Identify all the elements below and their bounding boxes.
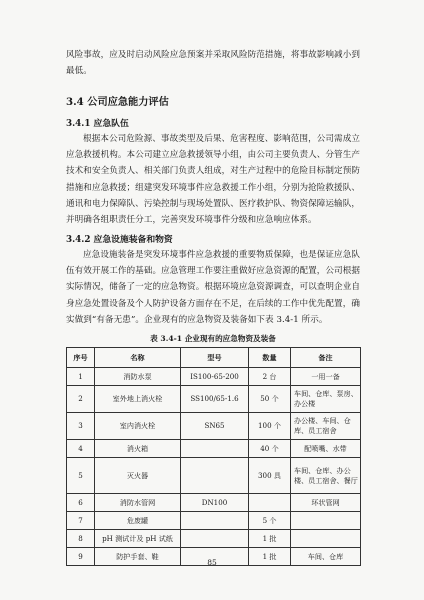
table-caption: 表 3.4-1 企业现有的应急物资及装备 xyxy=(150,334,276,343)
cell-name: 灭火器 xyxy=(95,458,181,494)
cell-no: 4 xyxy=(67,440,95,458)
cell-note xyxy=(291,512,361,530)
cell-name: pH 测试计及 pH 试纸 xyxy=(95,530,181,548)
cell-model: DN100 xyxy=(181,494,249,512)
team-paragraph: 根据本公司危险源、事故类型及后果、危害程度、影响范围，公司需成立应急救援机构。本公司建立应急救援领导小组，由公司主要负责人、分管生产技术和安全负责人、相关部门负责人组成，对生产过程中的危险目标制定预防措施和应急救援；组建突发环境事件应急救援工作小组，分别为抢险救援队、通讯和电力保障队、污染控制与现场处置队、医疗救护队、物资保障运输队，并明确各组职责任分工，完善突发环境事件分级和应急响应体系。 xyxy=(66,134,360,226)
cell-quantity: 5 个 xyxy=(249,512,291,530)
table-row xyxy=(67,530,361,548)
cell-model xyxy=(181,512,249,530)
cell-note: 车间、仓库、泵房、办公楼 xyxy=(291,386,361,413)
cell-name: 危废罐 xyxy=(95,512,181,530)
cell-model: IS100-65-200 xyxy=(181,368,249,386)
table-row xyxy=(67,368,361,386)
cell-model: SN65 xyxy=(181,413,249,440)
cell-no: 7 xyxy=(67,512,95,530)
cell-no: 2 xyxy=(67,386,95,413)
intro-paragraph: 风险事故，应及时启动风险应急预案并采取风险防范措施，将事故影响减小到最低。 xyxy=(66,50,360,77)
cell-name: 防护手套、鞋 xyxy=(95,548,181,566)
cell-quantity xyxy=(249,494,291,512)
cell-quantity: 300 具 xyxy=(249,458,291,494)
cell-name: 室外地上消火栓 xyxy=(95,386,181,413)
cell-quantity: 100 个 xyxy=(249,413,291,440)
table-row xyxy=(67,413,361,440)
cell-model xyxy=(181,458,249,494)
cell-name: 消防水管网 xyxy=(95,494,181,512)
table-row xyxy=(67,512,361,530)
header-note: 备注 xyxy=(291,348,361,368)
table-header-row xyxy=(67,348,361,368)
header-no: 序号 xyxy=(67,348,95,368)
cell-note: 一用一备 xyxy=(291,368,361,386)
cell-no: 6 xyxy=(67,494,95,512)
cell-no: 3 xyxy=(67,413,95,440)
cell-note: 环状管网 xyxy=(291,494,361,512)
section-heading: 3.4 公司应急能力评估 xyxy=(66,96,169,108)
cell-quantity: 1 批 xyxy=(249,530,291,548)
cell-model xyxy=(181,440,249,458)
cell-note xyxy=(291,530,361,548)
table-row xyxy=(67,440,361,458)
table-row xyxy=(67,458,361,494)
cell-note: 配喷嘴、水带 xyxy=(291,440,361,458)
cell-no: 5 xyxy=(67,458,95,494)
header-quantity: 数量 xyxy=(249,348,291,368)
table-row xyxy=(67,494,361,512)
subsection-heading-team: 3.4.1 应急队伍 xyxy=(66,119,129,129)
cell-quantity: 2 台 xyxy=(249,368,291,386)
cell-quantity: 40 个 xyxy=(249,440,291,458)
cell-quantity: 50 个 xyxy=(249,386,291,413)
cell-note: 车间、仓库、办公楼、员工宿舍、餐厅 xyxy=(291,458,361,494)
supplies-table xyxy=(66,347,361,566)
cell-name: 消火箱 xyxy=(95,440,181,458)
cell-name: 室内消火栓 xyxy=(95,413,181,440)
cell-model xyxy=(181,530,249,548)
cell-note: 车间、仓库 xyxy=(291,548,361,566)
page-number: 85 xyxy=(207,558,217,567)
cell-no: 8 xyxy=(67,530,95,548)
cell-model: SS100/65-1.6 xyxy=(181,386,249,413)
cell-note: 办公楼、车间、仓库、员工宿舍 xyxy=(291,413,361,440)
subsection-heading-supplies: 3.4.2 应急设施装备和物资 xyxy=(66,235,173,245)
cell-quantity: 1 批 xyxy=(249,548,291,566)
supplies-paragraph: 应急设施装备是突发环境事件应急救援的重要物质保障，也是保证应急队伍有效开展工作的基础。应急管理工作要注重做好应急资源的配置，公司根据实际情况，储备了一定的应急物资。根据环境应急资源调查，可以查明企业自身应急处置设备及个人防护设备方面存在不足，在后续的工作中优先配置，确实做到“有备无患”。企业现有的应急物资及装备如下表 3.4-1 所示。 xyxy=(66,250,360,325)
cell-name: 消防水泵 xyxy=(95,368,181,386)
cell-no: 9 xyxy=(67,548,95,566)
header-model: 型号 xyxy=(181,348,249,368)
table-row xyxy=(67,386,361,413)
cell-no: 1 xyxy=(67,368,95,386)
header-name: 名称 xyxy=(95,348,181,368)
